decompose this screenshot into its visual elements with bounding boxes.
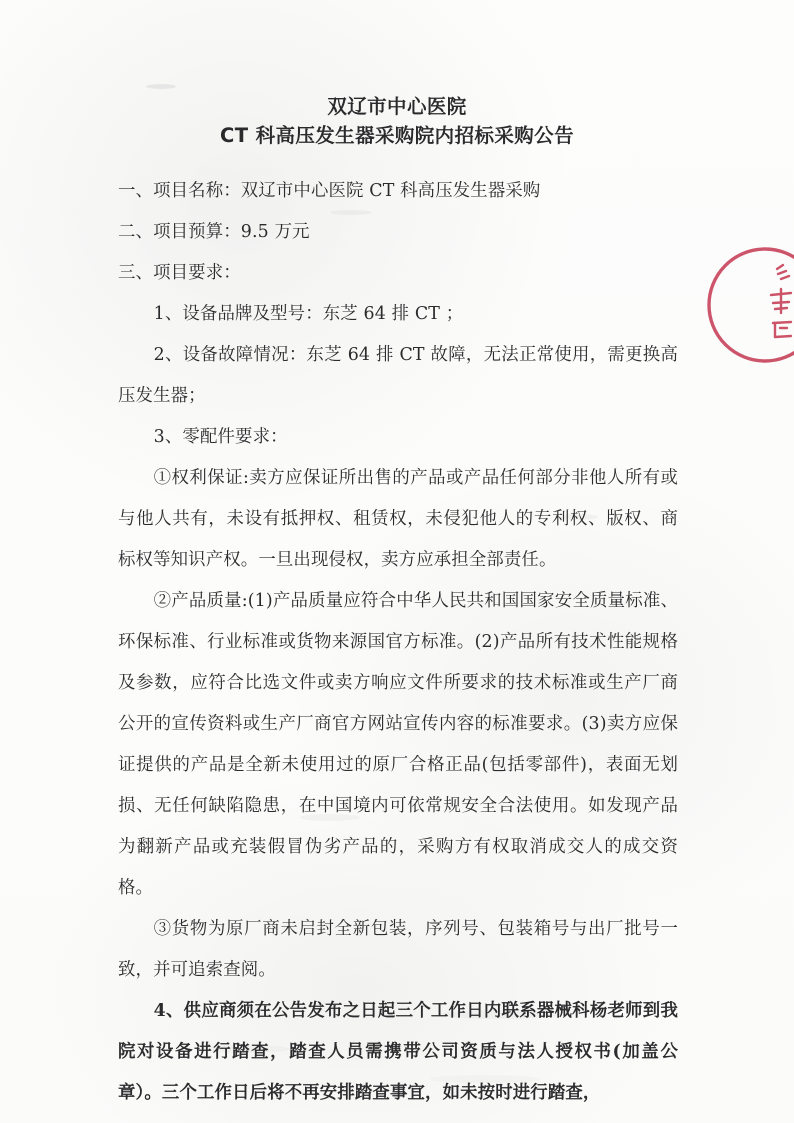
section-project-budget: 二、项目预算：9.5 万元	[118, 222, 310, 242]
clause-original-packaging: ③货物为原厂商未启封全新包装，序列号、包装箱号与出厂批号一致，并可追索查阅。	[118, 919, 678, 980]
page-title-line-1: 双辽市中心医院	[327, 95, 467, 118]
item-equipment-fault: 2、设备故障情况：东芝 64 排 CT 故障，无法正常使用，需更换高压发生器；	[118, 345, 678, 406]
clause-product-quality: ②产品质量:(1)产品质量应符合中华人民共和国国家安全质量标准、环保标准、行业标准或货物来源国官方标准。(2)产品所有技术性能规格及参数，应符合比选文件或卖方响应文件所要求的技术标准或生产厂商公开的宣传资料或生产厂商官方网站宣传内容的标准要求。(3)卖方应保证提供的产品是全新未使用过的原厂合格正品(包括零部件)，表面无划损、无任何缺陷隐患，在中国境内可依常规安全合法使用。如发现产品为翻新产品或充装假冒伪劣产品的，采购方有权取消成交人的成交资格。	[118, 591, 678, 898]
page-title-line-2: CT 科高压发生器采购院内招标采购公告	[219, 124, 574, 147]
item-equipment-brand-model: 1、设备品牌及型号：东芝 64 排 CT ；	[153, 304, 464, 324]
section-project-name: 一、项目名称：双辽市中心医院 CT 科高压发生器采购	[118, 181, 541, 201]
section-project-requirements: 三、项目要求：	[118, 263, 241, 283]
document-body	[0, 171, 794, 1114]
clause-rights-guarantee: ①权利保证:卖方应保证所出售的产品或产品任何部分非他人所有或与他人共有，未设有抵押权、租赁权，未侵犯他人的专利权、版权、商标权等知识产权。一旦出现侵权，卖方应承担全部责任。	[118, 468, 678, 570]
item-parts-requirements: 3、零配件要求：	[153, 427, 288, 447]
item-supplier-site-survey: 4、供应商须在公告发布之日起三个工作日内联系器械科杨老师到我院对设备进行踏查，踏查人员需携带公司资质与法人授权书(加盖公章）。三个工作日后将不再安排踏查事宜，如未按时进行踏查，	[118, 1001, 678, 1103]
